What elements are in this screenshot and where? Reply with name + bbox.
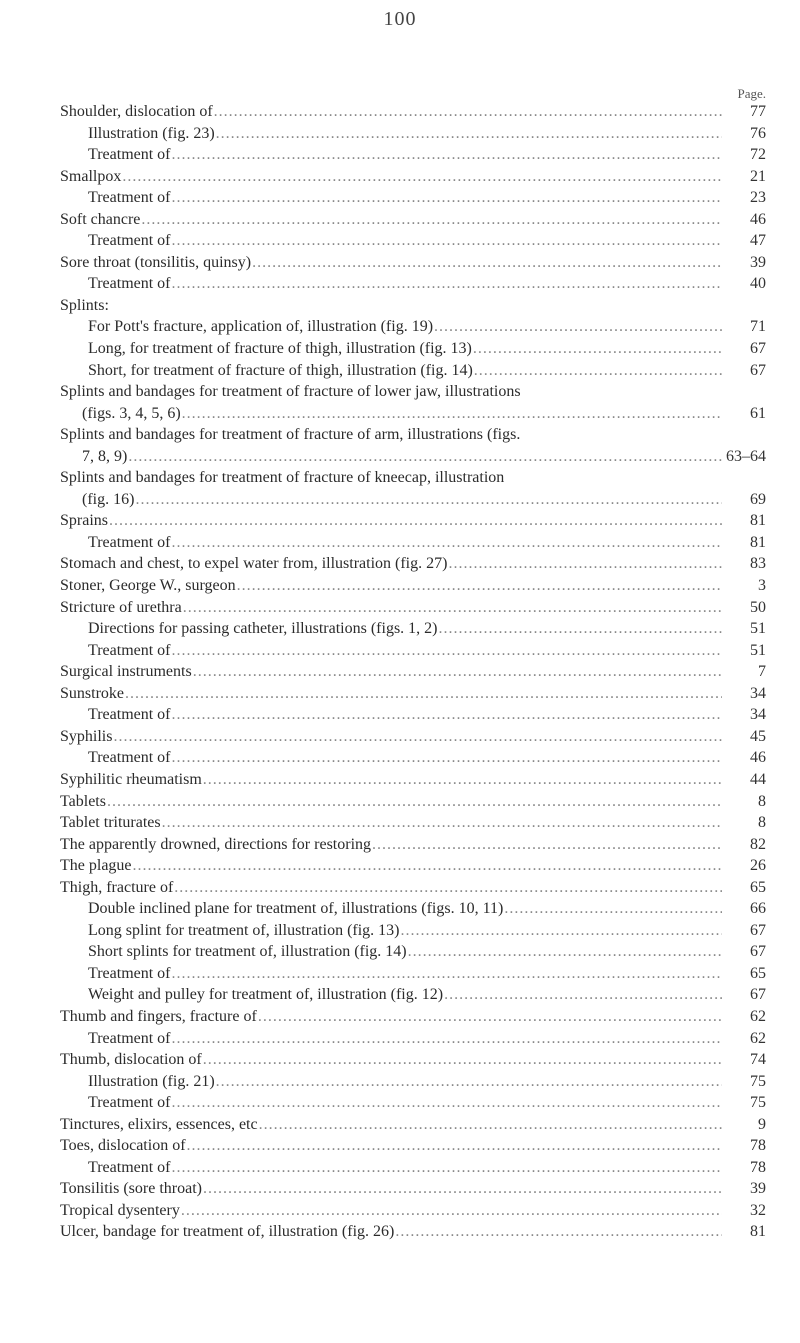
index-list bbox=[60, 101, 766, 1243]
entry-label: Thumb and fingers, fracture of bbox=[60, 1007, 257, 1025]
index-entry bbox=[60, 381, 766, 403]
entry-label-wrap bbox=[60, 209, 722, 231]
entry-page-ref: 62 bbox=[750, 1029, 766, 1047]
entry-page-ref: 23 bbox=[750, 189, 766, 207]
entry-page-ref: 63–64 bbox=[726, 447, 766, 465]
entry-label: Stricture of urethra bbox=[60, 598, 182, 616]
entry-label-wrap bbox=[60, 360, 722, 382]
index-entry bbox=[60, 424, 766, 446]
entry-page-ref: 46 bbox=[750, 210, 766, 228]
entry-label: Splints: bbox=[60, 296, 109, 314]
index-entry bbox=[60, 230, 766, 252]
page-number: 100 bbox=[383, 8, 417, 30]
entry-page-ref: 40 bbox=[750, 275, 766, 293]
entry-label-wrap bbox=[60, 661, 722, 683]
entry-page-ref: 7 bbox=[758, 663, 766, 681]
entry-page-ref: 76 bbox=[750, 124, 766, 142]
index-entry bbox=[60, 920, 766, 942]
entry-label-wrap bbox=[60, 532, 722, 554]
entry-page-ref: 69 bbox=[750, 490, 766, 508]
entry-label-wrap bbox=[60, 1200, 722, 1222]
entry-label: Syphilitic rheumatism bbox=[60, 770, 202, 788]
entry-label: Shoulder, dislocation of bbox=[60, 103, 213, 120]
entry-label-wrap bbox=[60, 123, 722, 145]
entry-label-wrap bbox=[60, 467, 722, 489]
entry-label-wrap bbox=[60, 1006, 722, 1028]
index-entry bbox=[60, 1071, 766, 1093]
index-entry bbox=[60, 984, 766, 1006]
entry-page-ref: 65 bbox=[750, 964, 766, 982]
index-entry bbox=[60, 403, 766, 425]
entry-label-wrap bbox=[60, 553, 722, 575]
entry-label: (figs. 3, 4, 5, 6) bbox=[82, 404, 181, 422]
entry-page-ref: 39 bbox=[750, 1180, 766, 1198]
entry-label: Stomach and chest, to expel water from, illustration (fig. 27) bbox=[60, 555, 448, 573]
entry-page-ref: 82 bbox=[750, 835, 766, 853]
entry-page-ref: 71 bbox=[750, 318, 766, 336]
index-entry bbox=[60, 1028, 766, 1050]
entry-label: Tropical dysentery bbox=[60, 1201, 180, 1219]
entry-label: Treatment of bbox=[88, 641, 171, 659]
index-entry bbox=[60, 791, 766, 813]
entry-label: Directions for passing catheter, illustrations (figs. 1, 2) bbox=[88, 620, 438, 638]
entry-page-ref: 8 bbox=[758, 792, 766, 810]
index-entry bbox=[60, 640, 766, 662]
entry-label-wrap bbox=[60, 252, 722, 274]
entry-label: Thumb, dislocation of bbox=[60, 1051, 202, 1069]
entry-label-wrap bbox=[60, 1114, 722, 1136]
entry-label-wrap bbox=[60, 338, 722, 360]
entry-page-ref: 75 bbox=[750, 1072, 766, 1090]
entry-page-ref: 81 bbox=[750, 533, 766, 551]
entry-label: For Pott's fracture, application of, illustration (fig. 19) bbox=[88, 318, 434, 336]
entry-label-wrap bbox=[60, 381, 722, 403]
index-entry bbox=[60, 769, 766, 791]
index-entry bbox=[60, 747, 766, 769]
entry-label-wrap bbox=[60, 1092, 722, 1114]
entry-label-wrap bbox=[60, 618, 722, 640]
index-entry bbox=[60, 144, 766, 166]
index-entry bbox=[60, 812, 766, 834]
entry-page-ref: 78 bbox=[750, 1158, 766, 1176]
entry-label-wrap bbox=[60, 769, 722, 791]
entry-label: Smallpox bbox=[60, 167, 122, 185]
entry-page-ref: 67 bbox=[750, 943, 766, 961]
index-entry bbox=[60, 1092, 766, 1114]
index-entry bbox=[60, 101, 766, 123]
index-entry bbox=[60, 877, 766, 899]
index-entry bbox=[60, 295, 766, 317]
index-entry bbox=[60, 489, 766, 511]
entry-page-ref: 8 bbox=[758, 814, 766, 832]
entry-label-wrap bbox=[60, 1049, 722, 1071]
index-entry bbox=[60, 360, 766, 382]
entry-label-wrap bbox=[60, 1135, 722, 1157]
entry-label: Treatment of bbox=[88, 189, 171, 207]
entry-page-ref: 67 bbox=[750, 921, 766, 939]
entry-page-ref: 39 bbox=[750, 253, 766, 271]
entry-label: Ulcer, bandage for treatment of, illustration (fig. 26) bbox=[60, 1223, 395, 1241]
index-entry bbox=[60, 1135, 766, 1157]
index-entry bbox=[60, 467, 766, 489]
entry-page-ref: 81 bbox=[750, 1223, 766, 1241]
entry-page-ref: 81 bbox=[750, 512, 766, 530]
entry-page-ref: 78 bbox=[750, 1137, 766, 1155]
index-entry bbox=[60, 1200, 766, 1222]
index-entry bbox=[60, 273, 766, 295]
entry-label-wrap bbox=[60, 683, 722, 705]
entry-page-ref: 65 bbox=[750, 878, 766, 896]
entry-label: Short splints for treatment of, illustration (fig. 14) bbox=[88, 943, 407, 961]
entry-page-ref: 50 bbox=[750, 598, 766, 616]
entry-label-wrap bbox=[60, 446, 722, 468]
entry-page-ref: 45 bbox=[750, 727, 766, 745]
page-column-header: Page. bbox=[737, 86, 766, 101]
entry-label-wrap bbox=[60, 898, 722, 920]
entry-label: Tablet triturates bbox=[60, 814, 161, 832]
entry-label-wrap bbox=[60, 877, 722, 899]
index-entry bbox=[60, 661, 766, 683]
entry-page-ref: 32 bbox=[750, 1201, 766, 1219]
entry-page-ref: 67 bbox=[750, 340, 766, 358]
entry-label-wrap bbox=[60, 747, 722, 769]
entry-label-wrap bbox=[60, 316, 722, 338]
entry-label-wrap bbox=[60, 920, 722, 942]
entry-label: Splints and bandages for treatment of fracture of lower jaw, illustrations bbox=[60, 383, 521, 401]
entry-label: Tablets bbox=[60, 792, 106, 810]
entry-label-wrap bbox=[60, 597, 722, 619]
entry-page-ref: 47 bbox=[750, 232, 766, 250]
index-entry bbox=[60, 898, 766, 920]
entry-label: Treatment of bbox=[88, 964, 171, 982]
index-entry bbox=[60, 1006, 766, 1028]
entry-page-ref: 72 bbox=[750, 146, 766, 164]
entry-label: Treatment of bbox=[88, 232, 171, 250]
entry-label-wrap bbox=[60, 963, 722, 985]
index-entry bbox=[60, 338, 766, 360]
entry-label: Surgical instruments bbox=[60, 663, 192, 681]
index-entry bbox=[60, 683, 766, 705]
entry-label: Sore throat (tonsilitis, quinsy) bbox=[60, 253, 252, 271]
entry-page-ref: 46 bbox=[750, 749, 766, 767]
entry-label-wrap bbox=[60, 834, 722, 856]
entry-page-ref: 74 bbox=[750, 1051, 766, 1069]
index-entry bbox=[60, 510, 766, 532]
entry-label-wrap bbox=[60, 510, 722, 532]
entry-label: Syphilis bbox=[60, 727, 113, 745]
entry-label: Long splint for treatment of, illustration (fig. 13) bbox=[88, 921, 400, 939]
entry-label: The plague bbox=[60, 857, 132, 875]
entry-label: The apparently drowned, directions for restoring bbox=[60, 835, 372, 853]
entry-label-wrap bbox=[60, 489, 722, 511]
entry-label: Double inclined plane for treatment of, illustrations (figs. 10, 11) bbox=[88, 900, 504, 918]
entry-label: Treatment of bbox=[88, 275, 171, 293]
entry-page-ref: 62 bbox=[750, 1007, 766, 1025]
entry-label: Treatment of bbox=[88, 749, 171, 767]
index-entry bbox=[60, 252, 766, 274]
entry-label: Treatment of bbox=[88, 1029, 171, 1047]
entry-label-wrap bbox=[60, 403, 722, 425]
index-entry bbox=[60, 532, 766, 554]
entry-label: Stoner, George W., surgeon bbox=[60, 577, 236, 595]
entry-page-ref: 44 bbox=[750, 770, 766, 788]
index-entry bbox=[60, 123, 766, 145]
entry-label: Short, for treatment of fracture of thigh, illustration (fig. 14) bbox=[88, 361, 473, 379]
index-entry bbox=[60, 704, 766, 726]
entry-label-wrap bbox=[60, 187, 722, 209]
entry-label: Sunstroke bbox=[60, 684, 124, 702]
index-entry bbox=[60, 553, 766, 575]
index-entry bbox=[60, 575, 766, 597]
entry-page-ref: 66 bbox=[750, 900, 766, 918]
entry-page-ref: 61 bbox=[750, 404, 766, 422]
entry-label: Soft chancre bbox=[60, 210, 141, 228]
entry-label-wrap bbox=[60, 1157, 722, 1179]
entry-label-wrap bbox=[60, 424, 722, 446]
entry-label-wrap bbox=[60, 855, 722, 877]
entry-label-wrap bbox=[60, 295, 722, 317]
entry-label-wrap bbox=[60, 273, 722, 295]
entry-page-ref: 83 bbox=[750, 555, 766, 573]
entry-page-ref: 26 bbox=[750, 857, 766, 875]
entry-label: (fig. 16) bbox=[82, 490, 135, 508]
index-entry bbox=[60, 1114, 766, 1136]
entry-page-ref: 34 bbox=[750, 706, 766, 724]
entry-label-wrap bbox=[60, 704, 722, 726]
entry-label-wrap bbox=[60, 812, 722, 834]
entry-label: Treatment of bbox=[88, 1158, 171, 1176]
entry-page-ref: 21 bbox=[750, 167, 766, 185]
entry-label: Tonsilitis (sore throat) bbox=[60, 1180, 202, 1198]
entry-label-wrap bbox=[60, 726, 722, 748]
entry-label-wrap bbox=[60, 984, 722, 1006]
entry-page-ref: 3 bbox=[758, 577, 766, 595]
entry-label: Treatment of bbox=[88, 533, 171, 551]
entry-label-wrap bbox=[60, 1221, 722, 1243]
entry-label-wrap bbox=[60, 1071, 722, 1093]
entry-page-ref: 67 bbox=[750, 986, 766, 1004]
entry-label: Treatment of bbox=[88, 706, 171, 724]
entry-label-wrap bbox=[60, 1028, 722, 1050]
index-entry bbox=[60, 618, 766, 640]
entry-label: Splints and bandages for treatment of fracture of kneecap, illustration bbox=[60, 469, 505, 487]
index-entry bbox=[60, 1178, 766, 1200]
index-entry bbox=[60, 446, 766, 468]
entry-page-ref: 67 bbox=[750, 361, 766, 379]
entry-label: Illustration (fig. 23) bbox=[88, 124, 215, 142]
index-entry bbox=[60, 1157, 766, 1179]
entry-page-ref: 77 bbox=[750, 103, 766, 120]
entry-label: Sprains bbox=[60, 512, 108, 530]
index-entry bbox=[60, 316, 766, 338]
entry-label-wrap bbox=[60, 144, 722, 166]
entry-label: Treatment of bbox=[88, 1094, 171, 1112]
entry-label: Weight and pulley for treatment of, illustration (fig. 12) bbox=[88, 986, 444, 1004]
entry-label: Long, for treatment of fracture of thigh, illustration (fig. 13) bbox=[88, 340, 472, 358]
index-entry bbox=[60, 166, 766, 188]
index-entry bbox=[60, 1049, 766, 1071]
index-entry bbox=[60, 726, 766, 748]
entry-page-ref: 9 bbox=[758, 1115, 766, 1133]
entry-label-wrap bbox=[60, 791, 722, 813]
entry-page-ref: 51 bbox=[750, 620, 766, 638]
index-entry bbox=[60, 209, 766, 231]
index-entry bbox=[60, 597, 766, 619]
entry-label: 7, 8, 9) bbox=[82, 447, 128, 465]
entry-label: Tinctures, elixirs, essences, etc bbox=[60, 1115, 258, 1133]
index-entry bbox=[60, 834, 766, 856]
entry-label-wrap bbox=[60, 1178, 722, 1200]
entry-page-ref: 51 bbox=[750, 641, 766, 659]
entry-label: Toes, dislocation of bbox=[60, 1137, 186, 1155]
entry-label-wrap bbox=[60, 230, 722, 252]
entry-label-wrap bbox=[60, 941, 722, 963]
index-entry bbox=[60, 941, 766, 963]
entry-label-wrap bbox=[60, 640, 722, 662]
entry-label-wrap bbox=[60, 166, 722, 188]
entry-label: Splints and bandages for treatment of fracture of arm, illustrations (figs. bbox=[60, 426, 521, 444]
index-entry bbox=[60, 187, 766, 209]
entry-label: Thigh, fracture of bbox=[60, 878, 174, 896]
entry-page-ref: 75 bbox=[750, 1094, 766, 1112]
entry-page-ref: 34 bbox=[750, 684, 766, 702]
index-entry bbox=[60, 963, 766, 985]
index-entry bbox=[60, 855, 766, 877]
entry-label: Illustration (fig. 21) bbox=[88, 1072, 215, 1090]
entry-label-wrap bbox=[60, 575, 722, 597]
entry-label: Treatment of bbox=[88, 146, 171, 164]
entry-label-wrap bbox=[60, 101, 722, 123]
index-entry bbox=[60, 1221, 766, 1243]
